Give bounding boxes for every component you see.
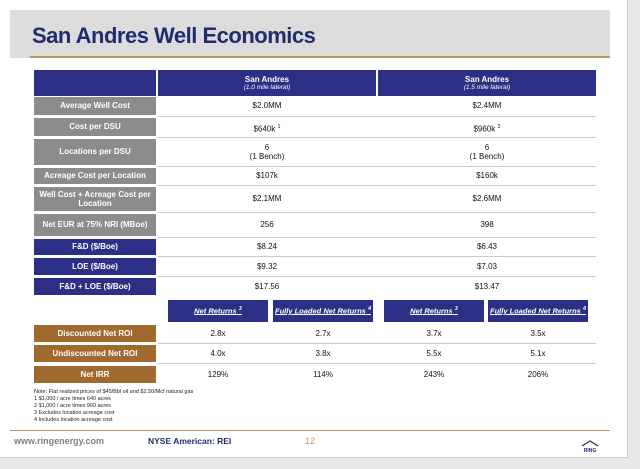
returns-header-label: Fully Loaded Net Returns $^4$ [490,305,586,316]
returns-header [488,300,588,322]
footnotes [34,389,193,423]
returns-value: 3.7x [426,328,442,338]
row-label: Acreage Cost per Location [34,168,156,184]
row-value: $8.24 [256,242,278,252]
column-2-subtitle: (1.5 mile lateral) [463,83,511,91]
returns-value: 5.1x [530,348,546,358]
column-header-2 [378,70,596,96]
returns-value: 5.5x [426,348,442,358]
row-divider [158,166,596,167]
row-value: $107k [256,171,278,181]
column-2-title: San Andres [464,74,510,84]
row-value-subtext: (1 Bench) [249,152,285,161]
row-label: Locations per DSU [34,139,156,165]
returns-header-label: Net Returns $^3$ [194,305,242,316]
returns-value: 3.8x [315,348,331,358]
logo-text: RING [583,448,597,454]
footer-divider [10,430,610,431]
row-label: Cost per DSU [34,118,156,136]
returns-value: 114% [313,369,333,379]
row-label: F&D ($/Boe) [34,239,156,255]
row-value: $17.56 [254,281,280,291]
page-number: 12 [305,436,316,446]
row-value-text: $640k [253,124,276,134]
column-1-subtitle: (1.0 mile lateral) [243,83,291,91]
row-divider [158,363,596,364]
row-divider [158,185,596,186]
returns-header [273,300,373,322]
row-divider [158,237,596,238]
returns-header-label: Fully Loaded Net Returns $^4$ [275,305,371,316]
returns-row-label: Discounted Net ROI [34,325,156,342]
footnote: Note: Flat realized prices of $45/Bbl oil and $2.50/Mcf natural gas [34,389,194,395]
row-value-text: $960k [473,124,496,134]
row-value [378,118,596,136]
row-divider [158,137,596,138]
row-value: $9.32 [256,261,278,271]
row-value: $2.4MM [472,101,502,111]
returns-value: 243% [423,369,445,379]
column-header-1 [158,70,376,96]
row-label: Net EUR at 75% NRI (MBoe) [34,214,156,236]
returns-value: 129% [207,369,229,379]
column-1-title: San Andres [244,74,290,84]
returns-row-label: Undiscounted Net ROI [34,345,156,362]
returns-header [384,300,484,322]
returns-value: 2.8x [210,328,226,338]
row-value: $2.6MM [472,194,502,204]
row-value [378,139,596,165]
returns-header [168,300,268,322]
footer-website-link[interactable]: www.ringenergy.com [14,436,105,446]
row-label: F&D + LOE ($/Boe) [34,278,156,295]
returns-row-label: Net IRR [34,366,156,383]
footnote: 2 $1,000 / acre times 960 acres [34,402,112,409]
row-value [158,139,376,165]
returns-value: 2.7x [315,328,331,338]
row-label: Average Well Cost [34,97,156,115]
row-label: LOE ($/Boe) [34,258,156,275]
returns-header-label: Net Returns $^3$ [410,305,458,316]
row-value [158,118,376,136]
title-divider [30,56,610,58]
footnote: 4 Includes location acreage cost [34,416,113,423]
row-value: $13.47 [474,281,500,291]
row-value: $2.1MM [252,194,282,204]
row-value: $6.43 [476,242,498,252]
footer-ticker: NYSE American: REI [148,436,232,446]
row-value: 256 [260,220,274,230]
footnote-marker: 1 [277,124,281,130]
returns-value: 206% [527,369,549,379]
page-title: San Andres Well Economics [32,23,316,48]
returns-value: 3.5x [530,328,546,338]
row-divider [158,256,596,257]
row-value: 398 [480,220,494,230]
header-corner [34,70,156,96]
row-value-subtext: (1 Bench) [469,152,505,161]
row-value: $160k [476,171,498,181]
footnote: 3 Excludes location acreage cost [34,409,115,416]
returns-value: 4.0x [210,348,226,358]
footnote-marker: 2 [497,124,501,130]
footnote: 1 $1,000 / acre times 640 acres [34,395,112,402]
row-divider [158,343,596,344]
row-value-text: 6 [264,142,270,152]
row-value: $2.0MM [252,101,282,111]
row-divider [158,276,596,277]
row-value-text: 6 [484,142,490,152]
row-divider [158,212,596,213]
row-label: Well Cost + Acreage Cost per Location [34,187,156,211]
row-divider [158,116,596,117]
ring-energy-logo [578,440,602,454]
row-value: $7.03 [476,261,498,271]
